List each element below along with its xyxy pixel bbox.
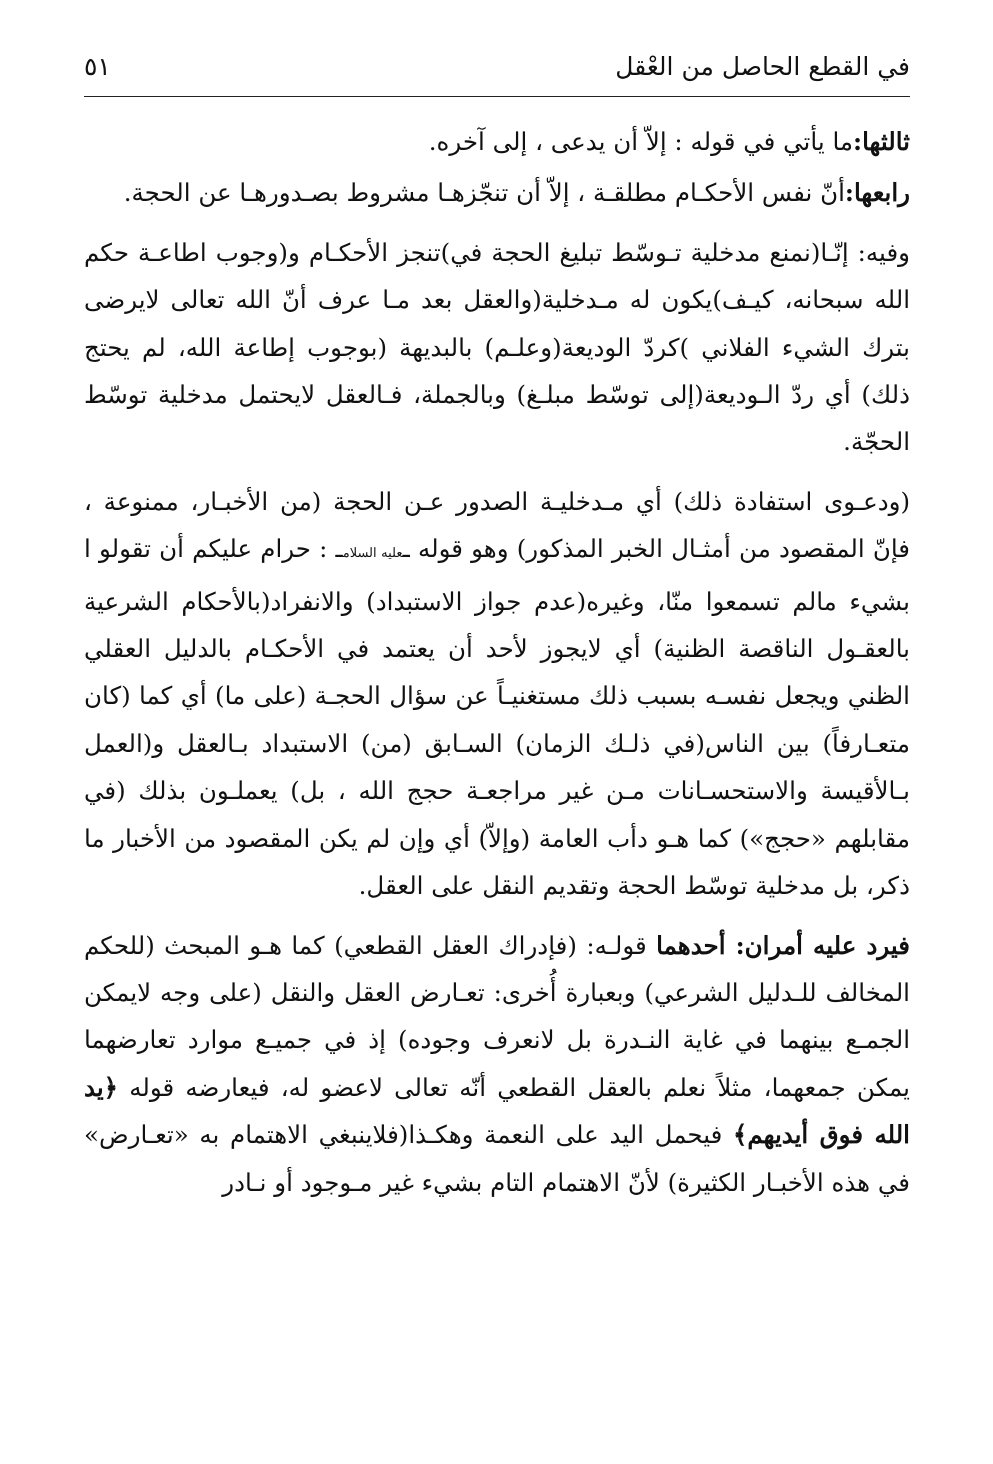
running-title: في القطع الحاصل من العْقل: [615, 52, 910, 81]
paragraph-objection: [84, 922, 910, 1206]
paragraph-claim: [84, 478, 910, 910]
paragraph-third: [84, 118, 910, 165]
honorific: عليه السلام: [342, 546, 403, 562]
paragraph-fourth: [84, 169, 910, 216]
paragraph-text: قولـه: (فإدراك العقل القطعي) كما هـو المبحث (للحكم المخالف للـدليل الشرعي) وبعبارة أُخرى: تعـارض العقل والنقل (على وجه لايمكن الجمـع بينهما في غاية النـدرة بل لانعرف وجوده) إذ في جميـع موارد تعارضهما يمكن جمعهما، مثلاً نعلم بالعقل القطعي أنّه تعالى لاعضو له، فيعارضه قوله: [84, 930, 910, 1102]
page-number: ٥١: [84, 52, 111, 81]
paragraph-response: [84, 229, 910, 466]
paragraph-text-continued: ـ : حرام عليكم أن تقولو ا بشيء مالم تسمعوا منّا، وغيره(عدم جواز الاستبداد) والانفراد(بالأحكام الشرعية بالعقـول الناقصة الظنية) أي لايجوز لأحد أن يعتمد في الأحكـام بالدليل العقلي الظني ويجعل نفسـه بسبب ذلك مستغنيـاً عن سؤال الحجـة (على ما) أي كما (كان متعـارفاً) بين الناس(في ذلـك الزمان) السـابق (من) الاستبداد بـالعقل و(العمل بـالأقيسة والاستحسـانات مـن غير مراجعـة حجج الله ، بل) يعملـون بذلك (في مقابلهم «حجج») كما هـو دأب العامة (وإلاّ) أي وإن لم يكن المقصود من الأخبار ما ذكر، بل مدخلية توسّط الحجة وتقديم النقل على العقل.: [84, 534, 910, 901]
paragraph-text-continued: فيحمل اليد على النعمة وهكـذا(فلاينبغي الاهتمام به «تعـارض» في هذه الأخبـار الكثيرة) لأنّ الاهتمام التام بشيء غير مـوجود أو نـادر: [84, 1120, 910, 1197]
paragraph-text: أنّ نفس الأحكـام مطلقـة ، إلاّ أن تنجّزهـا مشروط بصـدورهـا عن الحجة.: [123, 178, 845, 208]
body-text: [84, 118, 910, 1218]
paragraph-text: وفيه: إنّـا(نمنع مدخلية تـوسّط تبليغ الحجة في)تنجز الأحكـام و(وجوب اطاعـة حكم الله سبحانه، كيـف)يكون له مـدخلية(والعقل بعد مـا عرف أنّ الله تعالى لايرضى بترك الشيء الفلاني )كردّ الوديعة(وعلـم) بالبديهة (بوجوب إطاعة الله، لم يحتج ذلك) أي ردّ الـوديعة(إلى توسّط مبلـغ) وبالجملة، فـالعقل لايحتمل مدخلية توسّط الحجّة.: [84, 237, 910, 457]
paragraph-lead: ثالثها:: [853, 127, 910, 156]
page-header: [84, 50, 910, 97]
paragraph-lead: رابعها:: [844, 178, 910, 208]
quran-verse: ﴿يد الله فوق أيديهم﴾: [84, 1072, 910, 1150]
paragraph-text: (ودعـوى استفادة ذلك) أي مـدخليـة الصدور عـن الحجة (من الأخبـار، ممنوعة ، فإنّ المقصود من أمثـال الخبر المذكور) وهو قوله ـ: [84, 486, 910, 564]
paragraph-text: ما يأتي في قوله : إلاّ أن يدعى ، إلى آخره.: [428, 127, 854, 156]
paragraph-lead: فيرد عليه أمران: أحدهما: [656, 930, 910, 960]
